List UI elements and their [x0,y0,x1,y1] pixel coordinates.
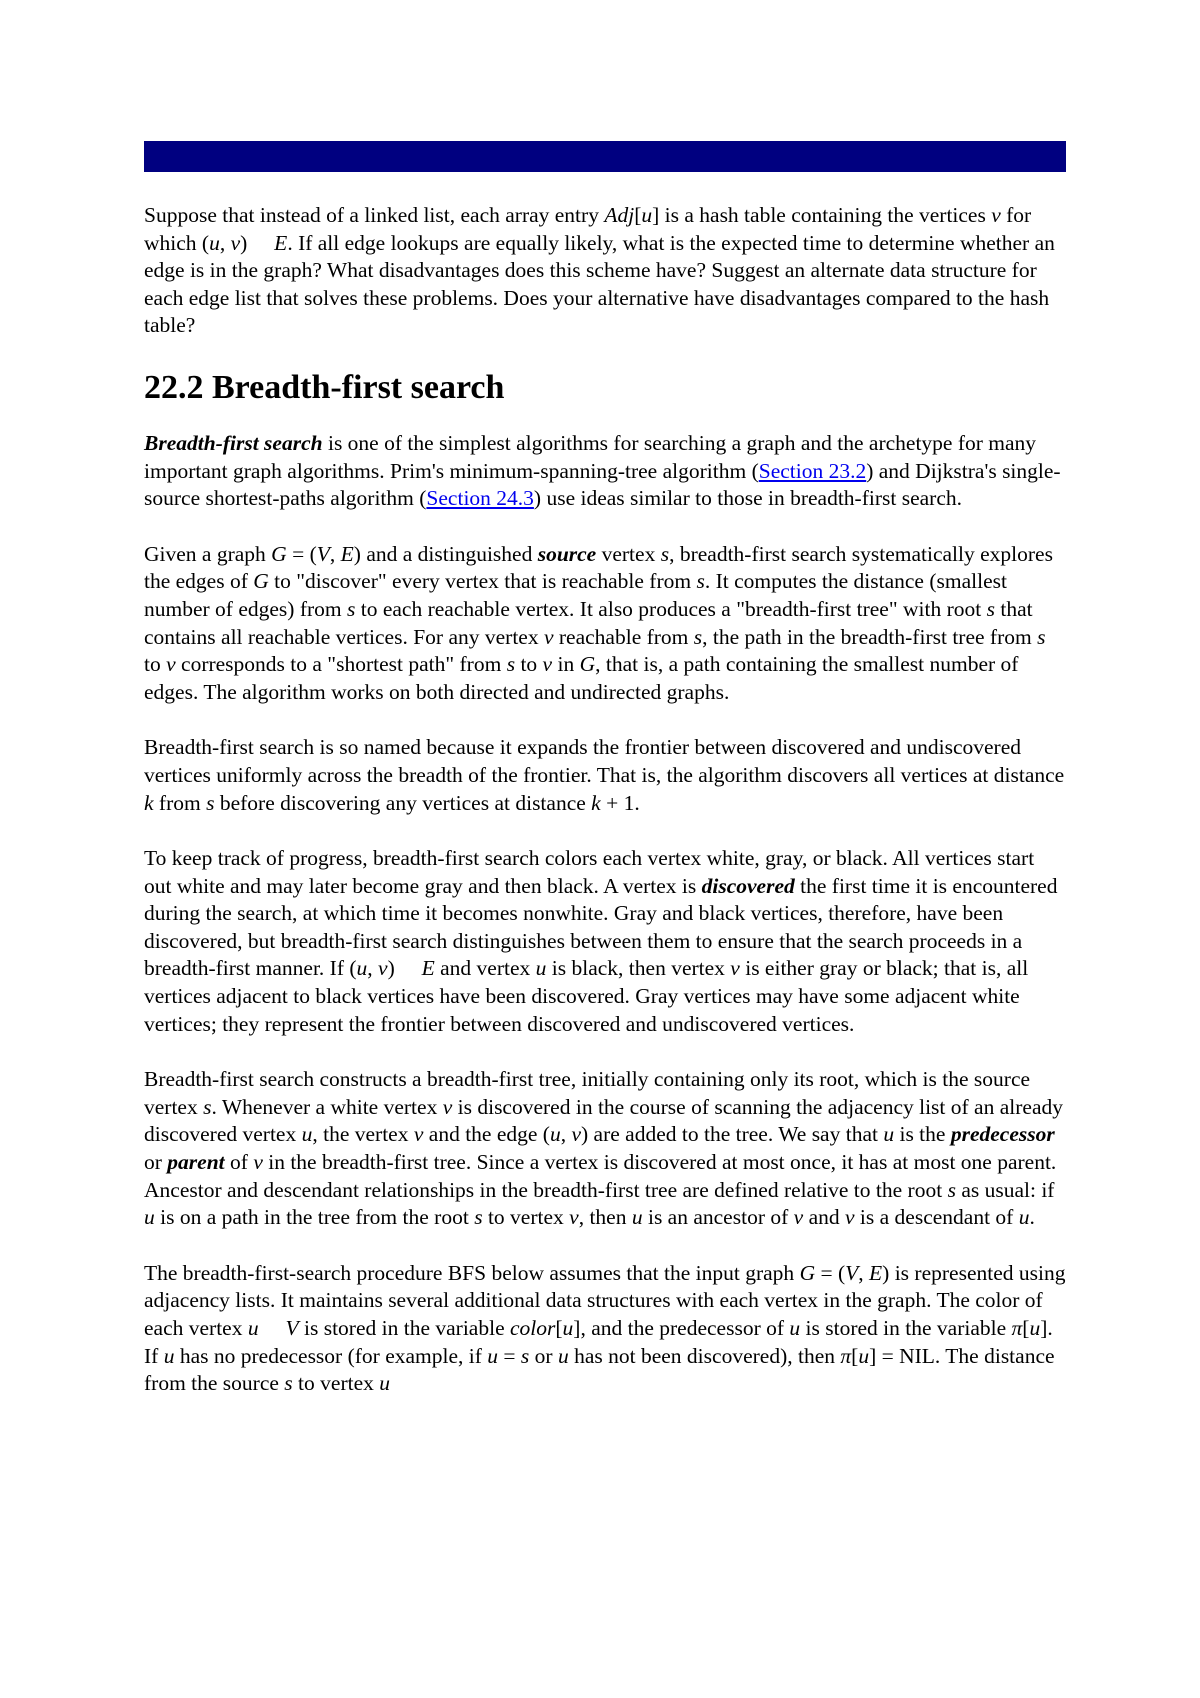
link-section-24-3[interactable]: Section 24.3 [426,486,534,511]
section-heading: 22.2 Breadth-first search [144,368,505,406]
frontier-paragraph: Breadth-first search is so named because it expands the frontier between discovered and undiscovered vertices uniformly across the breadth of the frontier. That is, the algorithm discovers all vertices at distance k from s before discovering any vertices at distance k + 1. [144,735,1065,815]
bfs-procedure-paragraph: The breadth-first-search procedure BFS below assumes that the input graph G = (V, E) is represented using adjacency lists. It maintains several additional data structures with each vertex in the graph. The color of each vertex u V is stored in the variable color[u], and the predecessor of u is stored in the variable π[u]. If u has no predecessor (for example, if u = s or u has not been discovered), then π[u] = NIL. The distance from the source s to vertex u [144,1260,1066,1396]
document-page [144,141,1066,1426]
colors-paragraph: To keep track of progress, breadth-first search colors each vertex white, gray, or black. All vertices start out white and may later become gray and then black. A vertex is discovered the first time it is encountered during the search, at which time it becomes nonwhite. Gray and black vertices, therefore, have been discovered, but breadth-first search distinguishes between them to ensure that the search proceeds in a breadth-first manner. If (u, v) E and vertex u is black, then vertex v is either gray or black; that is, all vertices adjacent to black vertices have been discovered. Gray vertices may have some adjacent white vertices; they represent the frontier between discovered and undiscovered vertices. [144,846,1058,1036]
term-discovered: discovered [701,873,795,898]
exercise-paragraph: Suppose that instead of a linked list, each array entry Adj[u] is a hash table containing the vertices v for which (u, v) E. If all edge lookups are equally likely, what is the expected time to determine whether an edge is in the graph? What disadvantages does this scheme have? Suggest an alternate data structure for each edge list that solves these problems. Does your alternative have disadvantages compared to the hash table? [144,203,1055,338]
source-vertex-paragraph: Given a graph G = (V, E) and a distinguished source vertex s, breadth-first search systematically explores the edges of G to "discover" every vertex that is reachable from s. It computes the distance (smallest number of edges) from s to each reachable vertex. It also produces a "breadth-first tree" with root s that contains all reachable vertices. For any vertex v reachable from s, the path in the breadth-first tree from s to v corresponds to a "shortest path" from s to v in G, that is, a path containing the smallest number of edges. The algorithm works on both directed and undirected graphs. [144,541,1053,704]
header-bar [144,141,1066,172]
term-parent: parent [167,1150,225,1175]
term-source: source [537,541,597,566]
link-section-23-2[interactable]: Section 23.2 [758,458,867,483]
tree-paragraph: Breadth-first search constructs a breadth-first tree, initially containing only its root, which is the source vertex s. Whenever a white vertex v is discovered in the course of scanning the adjacency list of an already discovered vertex u, the vertex v and the edge (u, v) are added to the tree. We say that u is the predecessor or parent of v in the breadth-first tree. Since a vertex is discovered at most once, it has at most one parent. Ancestor and descendant relationships in the breadth-first tree are defined relative to the root s as usual: if u is on a path in the tree from the root s to vertex v, then u is an ancestor of v and v is a descendant of u. [144,1067,1063,1230]
term-predecessor: predecessor [950,1122,1055,1147]
term-breadth-first-search: Breadth-first search [144,430,323,455]
intro-paragraph: Breadth-first search is one of the simplest algorithms for searching a graph and the archetype for many important graph algorithms. Prim's minimum-spanning-tree algorithm (Section 23.2) and Dijkstra's single-source shortest-paths algorithm (Section 24.3) use ideas similar to those in breadth-first search. [144,430,1061,511]
